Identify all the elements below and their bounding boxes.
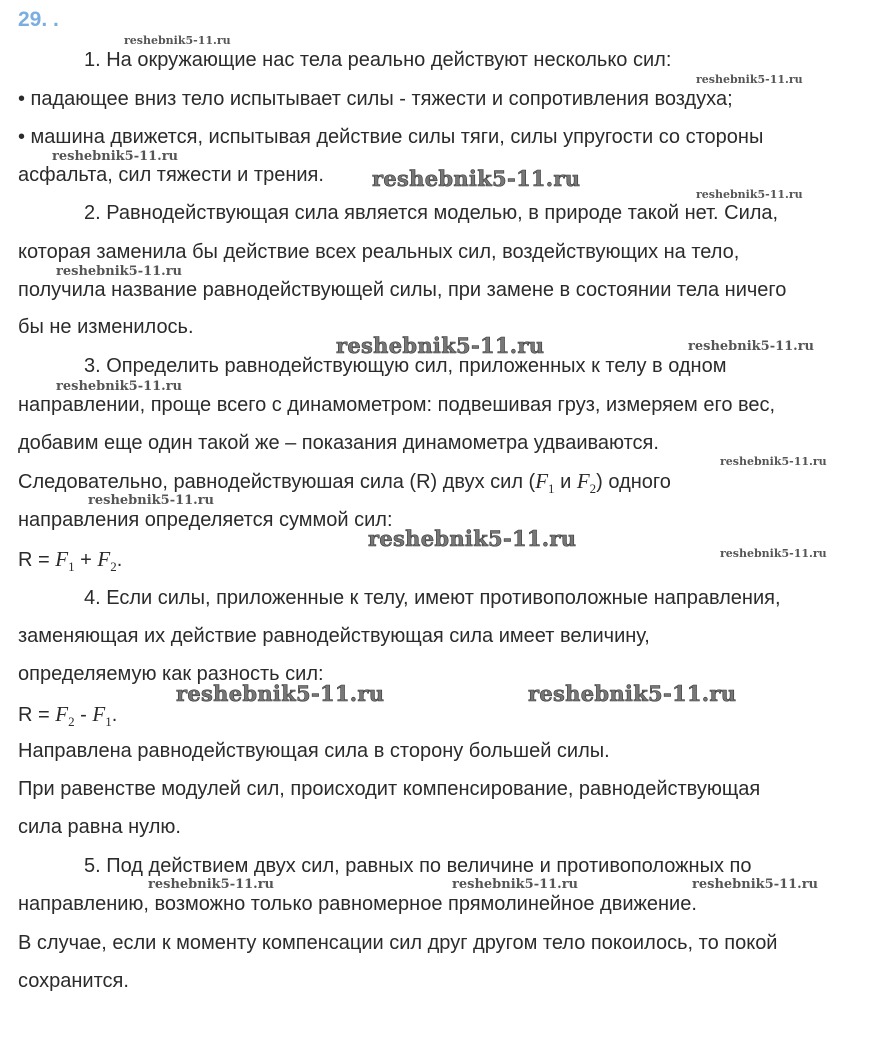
formula-lhs: R = [18, 704, 56, 726]
force-b [92, 702, 112, 730]
watermark: reshebnik5-11.ru [52, 149, 179, 164]
text: и [554, 471, 577, 493]
subscript: 2 [68, 714, 75, 730]
text: Следовательно, равнодействуюшая сила (R) двух сил ( [18, 471, 536, 493]
text-line: сохранится. [18, 970, 129, 992]
watermark: reshebnik5-11.ru [88, 493, 215, 508]
f-symbol: F [535, 469, 549, 493]
text-line: получила название равнодействующей силы, при замене в состоянии тела ничего [18, 279, 787, 301]
formula-sum [18, 547, 123, 575]
subscript: 2 [589, 481, 597, 497]
watermark: reshebnik5-11.ru [176, 681, 385, 706]
text-line: заменяющая их действие равнодействующая сила имеет величину, [18, 625, 650, 647]
f-symbol: F [576, 469, 590, 493]
formula-lhs: R = [18, 549, 56, 571]
paragraph-2-line: 2. Равнодействующая сила является моделью, в природе такой нет. Сила, [84, 202, 779, 224]
text-line: При равенстве модулей сил, происходит компенсирование, равнодействующая [18, 778, 761, 800]
text-line: В случае, если к моменту компенсации сил друг другом тело покоилось, то покой [18, 932, 778, 954]
watermark: reshebnik5-11.ru [372, 166, 581, 191]
paragraph-1-line: 1. На окружающие нас тела реально действуют несколько сил: [84, 49, 672, 71]
text-line: бы не изменилось. [18, 316, 194, 338]
f-symbol: F [92, 702, 106, 726]
text: ) одного [596, 471, 671, 493]
watermark: reshebnik5-11.ru [124, 34, 231, 47]
text-line: сила равна нулю. [18, 816, 181, 838]
paragraph-5-line: 5. Под действием двух сил, равных по величине и противоположных по [84, 855, 752, 877]
force-a [55, 702, 75, 730]
task-number: 29. . [18, 8, 59, 31]
bullet-line: • машина движется, испытывая действие силы тяги, силы упругости со стороны [18, 126, 764, 148]
text-line: направлении, проще всего с динамометром: подвешивая груз, измеряем его вес, [18, 394, 776, 416]
f-symbol: F [97, 547, 111, 571]
force-f1 [535, 469, 555, 497]
watermark: reshebnik5-11.ru [336, 333, 545, 358]
force-b [97, 547, 117, 575]
watermark: reshebnik5-11.ru [688, 339, 815, 354]
watermark: reshebnik5-11.ru [720, 455, 827, 468]
bullet-line: • падающее вниз тело испытывает силы - тяжести и сопротивления воздуха; [18, 88, 733, 110]
formula-diff [18, 702, 118, 730]
text-line: определяемую как разность сил: [18, 663, 324, 685]
paragraph-4-line: 4. Если силы, приложенные к телу, имеют противоположные направления, [84, 587, 781, 609]
watermark: reshebnik5-11.ru [528, 681, 737, 706]
text-line: Направлена равнодействующая сила в сторону большей силы. [18, 740, 610, 762]
f-symbol: F [55, 547, 69, 571]
therefore-line [18, 469, 671, 497]
watermark: reshebnik5-11.ru [696, 73, 803, 86]
operator: - [74, 704, 93, 726]
watermark: reshebnik5-11.ru [368, 526, 577, 551]
f-symbol: F [55, 702, 69, 726]
watermark: reshebnik5-11.ru [692, 877, 819, 892]
text-line: которая заменила бы действие всех реальных сил, воздействующих на тело, [18, 241, 740, 263]
watermark: reshebnik5-11.ru [720, 547, 827, 560]
watermark: reshebnik5-11.ru [56, 379, 183, 394]
text-line: направления определяется суммой сил: [18, 509, 393, 531]
text-line: добавим еще один такой же – показания динамометра удваиваются. [18, 432, 659, 454]
force-a [55, 547, 75, 575]
subscript: 1 [105, 714, 112, 730]
watermark: reshebnik5-11.ru [148, 877, 275, 892]
subscript: 2 [110, 559, 117, 575]
subscript: 1 [548, 481, 555, 497]
period: . [116, 549, 123, 571]
watermark: reshebnik5-11.ru [56, 264, 183, 279]
subscript: 1 [68, 559, 75, 575]
paragraph-3-line: 3. Определить равнодействующую сил, приложенных к телу в одном [84, 355, 727, 377]
force-f2 [576, 469, 597, 497]
period: . [111, 704, 118, 726]
watermark: reshebnik5-11.ru [696, 188, 803, 201]
text-line: асфальта, сил тяжести и трения. [18, 164, 324, 186]
watermark: reshebnik5-11.ru [452, 877, 579, 892]
operator: + [74, 549, 98, 571]
text-line: направлению, возможно только равномерное прямолинейное движение. [18, 893, 697, 915]
